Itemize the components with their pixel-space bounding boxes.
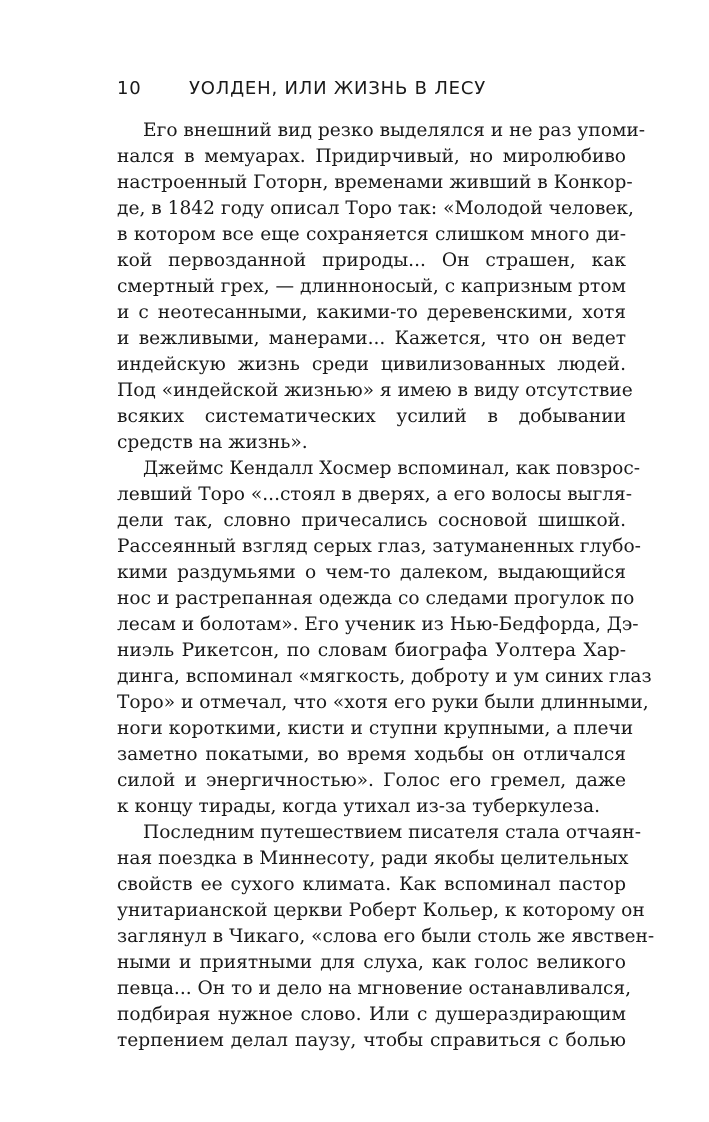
text-line: и с неотесанными, какими-то деревенскими, хотя — [117, 302, 626, 323]
text-line: унитарианской церкви Роберт Кольер, к которому он — [117, 900, 645, 921]
text-line: дели так, словно причесались сосновой шишкой. — [117, 510, 626, 531]
text-line: средств на жизнь». — [117, 432, 308, 453]
text-line: индейскую жизнь среди цивилизованных людей. — [117, 354, 626, 375]
text-line: настроенный Готорн, временами живший в Конкор- — [117, 172, 633, 193]
running-header — [117, 78, 486, 99]
text-line: Джеймс Кендалл Хосмер вспоминал, как повзрос- — [143, 458, 641, 479]
paragraph-3 — [117, 820, 655, 1054]
text-line: нос и растрепанная одежда со следами прогулок по — [117, 588, 635, 609]
text-line: кой первозданной природы... Он страшен, как — [117, 250, 626, 271]
paragraph-2 — [117, 456, 652, 820]
text-line: ными и приятными для слуха, как голос великого — [117, 952, 626, 973]
text-line: Рассеянный взгляд серых глаз, затуманенных глубо- — [117, 536, 641, 557]
text-line: нался в мемуарах. Придирчивый, но миролюбиво — [117, 146, 626, 167]
running-title: УОЛДЕН, ИЛИ ЖИЗНЬ В ЛЕСУ — [189, 78, 486, 99]
body-text — [117, 118, 655, 1054]
text-line: заглянул в Чикаго, «слова его были столь же явствен- — [117, 926, 655, 947]
text-line: подбирая нужное слово. Или с душераздирающим — [117, 1004, 626, 1025]
text-line: свойств ее сухого климата. Как вспоминал пастор — [117, 874, 626, 895]
text-line: Под «индейской жизнью» я имею в виду отсутствие — [117, 380, 633, 401]
text-line: де, в 1842 году описал Торо так: «Молодой человек, — [117, 198, 634, 219]
text-line: певца... Он то и дело на мгновение останавливался, — [117, 978, 632, 999]
text-line: и вежливыми, манерами... Кажется, что он ведет — [117, 328, 626, 349]
text-line: силой и энергичностью». Голос его гремел, даже — [117, 770, 626, 791]
text-line: всяких систематических усилий в добывании — [117, 406, 626, 427]
paragraph-1 — [117, 118, 646, 456]
text-line: Последним путешествием писателя стала отчаян- — [143, 822, 641, 843]
text-line: смертный грех, — длинноносый, с капризным ртом — [117, 276, 626, 297]
text-line: ниэль Рикетсон, по словам биографа Уолтера Хар- — [117, 640, 626, 661]
text-line: левший Торо «...стоял в дверях, а его волосы выгля- — [117, 484, 633, 505]
text-line: терпением делал паузу, чтобы справиться с болью — [117, 1030, 626, 1051]
page-number: 10 — [117, 78, 142, 99]
text-line: ноги короткими, кисти и ступни крупными, а плечи — [117, 718, 634, 739]
text-line: лесам и болотам». Его ученик из Нью-Бедфорда, Дэ- — [117, 614, 639, 635]
text-line: заметно покатыми, во время ходьбы он отличался — [117, 744, 626, 765]
text-line: динга, вспоминал «мягкость, доброту и ум синих глаз — [117, 666, 652, 687]
text-line: к концу тирады, когда утихал из-за туберкулеза. — [117, 796, 600, 817]
text-line: ная поездка в Миннесоту, ради якобы целительных — [117, 848, 629, 869]
text-line: кими раздумьями о чем-то далеком, выдающийся — [117, 562, 626, 583]
text-line: Торо» и отмечал, что «хотя его руки были длинными, — [117, 692, 649, 713]
text-line: Его внешний вид резко выделялся и не раз упоми- — [143, 120, 646, 141]
text-line: в котором все еще сохраняется слишком много ди- — [117, 224, 626, 245]
